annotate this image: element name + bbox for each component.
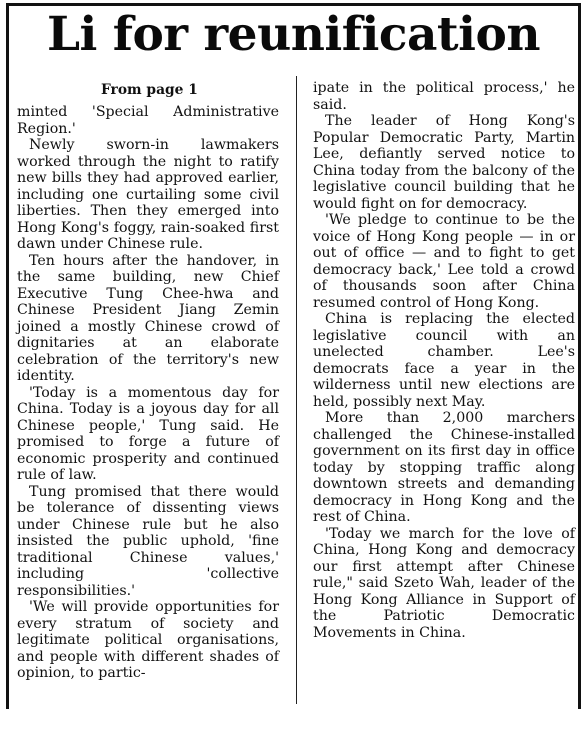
column-divider: [296, 76, 297, 704]
paragraph: ipate in the political process,' he said.: [313, 80, 575, 113]
jump-line: From page 1: [101, 82, 198, 98]
paragraph: 'We pledge to continue to be the voice of Hong Kong people — in or out of office — and to fight to get democracy back,' Lee told a crowd of thousands soon after China resumed control of Hong Kong.: [313, 212, 575, 311]
paragraph: minted 'Special Administrative Region.': [17, 104, 279, 137]
paragraph: 'We will provide opportunities for every stratum of society and legitimate political organisations, and people with different shades of opinion, to partic-: [17, 599, 279, 681]
paragraph: Tung promised that there would be tolerance of dissenting views under Chinese rule but he also insisted the public uphold, 'fine traditional Chinese values,' including 'collective responsibilities.': [17, 483, 279, 599]
paragraph: The leader of Hong Kong's Popular Democratic Party, Martin Lee, defiantly served notice to China today from the balcony of the legislative council building that he would fight on for democracy.: [313, 113, 575, 212]
paragraph: 'Today is a momentous day for China. Today is a joyous day for all Chinese people,' Tung said. He promised to forge a future of economic prosperity and continued rule of law.: [17, 384, 279, 483]
paragraph: More than 2,000 marchers challenged the Chinese-installed government on its first day in office today by stopping traffic along downtown streets and demanding democracy in Hong Kong and the rest of China.: [313, 410, 575, 525]
headline: Li for reunification: [46, 7, 541, 62]
paragraph: Newly sworn-in lawmakers worked through the night to ratify new bills they had approved earlier, including one curtailing some civil liberties. Then they emerged into Hong Kong's foggy, rain-soaked first dawn under Chinese rule.: [17, 137, 279, 252]
paragraph: China is replacing the elected legislative council with an unelected chamber. Lee's democrats face a year in the wilderness until new elections are held, possibly next May.: [313, 311, 575, 410]
frame-right-border: [578, 3, 581, 709]
article-column-left: [17, 80, 279, 682]
article-column-right: [313, 80, 575, 641]
frame-left-border: [6, 3, 9, 709]
paragraph: 'Today we march for the love of China, Hong Kong and democracy our first attempt after Chinese rule," said Szeto Wah, leader of the Hong Kong Alliance in Support of the Patriotic Democratic Movements in China.: [313, 525, 575, 641]
paragraph: Ten hours after the handover, in the same building, new Chief Executive Tung Chee-hwa and Chinese President Jiang Zemin joined a mostly Chinese crowd of dignitaries at an elaborate celebration of the territory's new identity.: [17, 252, 279, 384]
